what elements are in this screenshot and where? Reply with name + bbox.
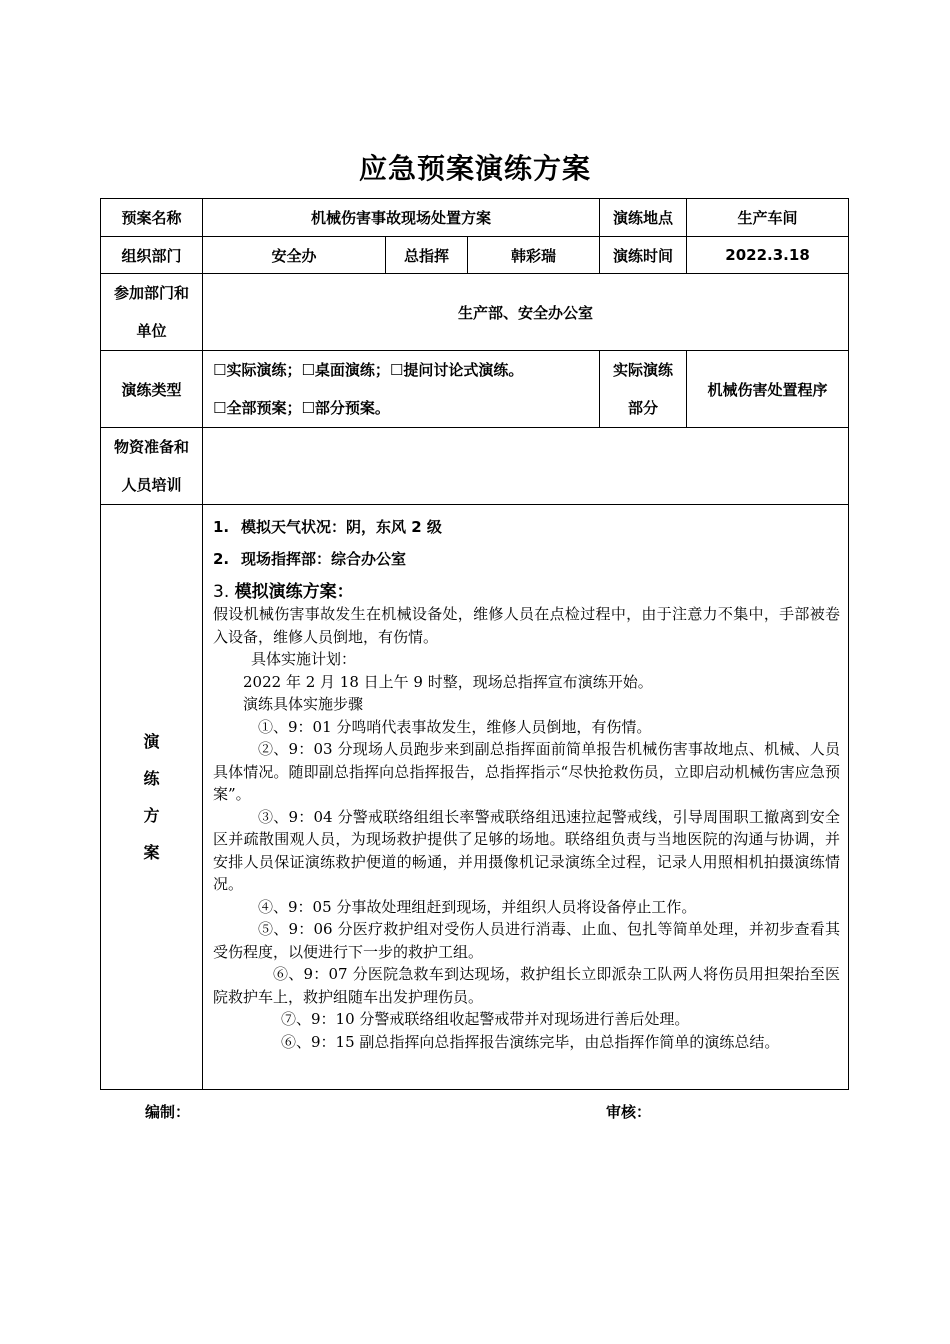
commander-label: 总指挥 xyxy=(386,237,468,274)
dept-value: 安全办 xyxy=(203,237,386,274)
row-drill-plan xyxy=(101,505,849,1090)
actual-drill-label-line2: 部分 xyxy=(628,399,659,417)
location-label: 演练地点 xyxy=(600,199,687,237)
actual-drill-value: 机械伤害处置程序 xyxy=(687,351,849,428)
drill-type-line1: ☐实际演练；☐桌面演练；☐提问讨论式演练。 xyxy=(213,361,524,379)
row-participants xyxy=(101,274,849,351)
step-3: ③、9：04 分警戒联络组组长率警戒联络组迅速拉起警戒线，引导周围职工撤离到安全区并疏散围观人员，为现场救护提供了足够的场地。联络组负责与当地医院的沟通与协调，并安排人员保证演练救护便道的畅通，并用摄像机记录演练全过程，记录人用照相机拍摄演练情况。 xyxy=(213,807,841,893)
drill-type-options xyxy=(203,351,600,428)
steps-heading: 演练具体实施步骤 xyxy=(243,695,364,713)
drill-type-line2: ☐全部预案；☐部分预案。 xyxy=(213,399,390,417)
participants-value: 生产部、安全办公室 xyxy=(203,274,849,351)
drill-plan-table xyxy=(100,198,849,1090)
command-post-item-number: 2. xyxy=(213,550,230,568)
drill-plan-content xyxy=(203,505,849,1090)
participants-label-line1: 参加部门和 xyxy=(113,284,189,302)
drill-plan-label-char-3: 方 xyxy=(143,806,160,825)
start-time-paragraph: 2022 年 2 月 18 日上午 9 时整，现场总指挥宣布演练开始。 xyxy=(243,672,653,691)
simulation-plan-number: 3. xyxy=(213,582,230,602)
drill-plan-label-char-1: 演 xyxy=(143,732,160,751)
step-6: ⑥、9：07 分医院急救车到达现场，救护组长立即派杂工队两人将伤员用担架抬至医院救护车上，救护组随车出发护理伤员。 xyxy=(213,965,841,1006)
command-post-item xyxy=(213,549,840,569)
materials-label-line2: 人员培训 xyxy=(121,476,182,494)
drill-plan-label-char-4: 案 xyxy=(143,843,160,862)
implementation-plan-heading: 具体实施计划： xyxy=(251,650,357,668)
prepared-by-label: 编制： xyxy=(145,1103,191,1121)
page-title: 应急预案演练方案 xyxy=(358,152,591,185)
materials-label-line1: 物资准备和 xyxy=(113,438,189,456)
step-4: ④、9：05 分事故处理组赶到现场，并组织人员将设备停止工作。 xyxy=(258,897,697,916)
plan-name-value: 机械伤害事故现场处置方案 xyxy=(203,199,600,237)
commander-value: 韩彩瑞 xyxy=(468,237,600,274)
row-materials xyxy=(101,428,849,505)
drill-plan-label-char-2: 练 xyxy=(143,769,160,788)
materials-value xyxy=(203,428,849,505)
step-7: ⑦、9：10 分警戒联络组收起警戒带并对现场进行善后处理。 xyxy=(281,1010,690,1028)
row-organization xyxy=(101,237,849,274)
step-2: ②、9：03 分现场人员跑步来到副总指挥面前简单报告机械伤害事故地点、机械、人员具体情况。随即副总指挥向总指挥报告，总指挥指示“尽快抢救伤员，立即启动机械伤害应急预案”。 xyxy=(213,740,841,803)
drill-plan-label xyxy=(101,505,203,1090)
time-label: 演练时间 xyxy=(600,237,687,274)
location-value: 生产车间 xyxy=(687,199,849,237)
simulation-plan-heading xyxy=(213,581,840,603)
step-1: ①、9：01 分鸣哨代表事故发生，维修人员倒地，有伤情。 xyxy=(258,717,652,736)
dept-label: 组织部门 xyxy=(101,237,203,274)
step-8: ⑥、9：15 副总指挥向总指挥报告演练完毕，由总指挥作简单的演练总结。 xyxy=(281,1032,780,1051)
actual-drill-label-line1: 实际演练 xyxy=(613,361,674,379)
simulation-plan-text: 模拟演练方案： xyxy=(234,582,354,602)
weather-item-number: 1. xyxy=(213,518,230,536)
row-drill-type xyxy=(101,351,849,428)
weather-item-text: 模拟天气状况：阴，东风 2 级 xyxy=(241,518,442,536)
time-value: 2022.3.18 xyxy=(687,237,849,274)
step-5: ⑤、9：06 分医疗救护组对受伤人员进行消毒、止血、包扎等简单处理，并初步查看其受伤程度，以便进行下一步的救护工组。 xyxy=(213,920,841,961)
participants-label xyxy=(101,274,203,351)
actual-drill-label xyxy=(600,351,687,428)
scenario-paragraph: 假设机械伤害事故发生在机械设备处，维修人员在点检过程中，由于注意力不集中，手部被卷入设备，维修人员倒地，有伤情。 xyxy=(213,605,841,646)
participants-label-line2: 单位 xyxy=(136,322,167,340)
drill-type-label: 演练类型 xyxy=(101,351,203,428)
command-post-item-text: 现场指挥部：综合办公室 xyxy=(241,550,407,568)
plan-name-label: 预案名称 xyxy=(101,199,203,237)
weather-item xyxy=(213,517,840,537)
reviewed-by-label: 审核： xyxy=(606,1103,652,1121)
row-plan-name xyxy=(101,199,849,237)
materials-label xyxy=(101,428,203,505)
